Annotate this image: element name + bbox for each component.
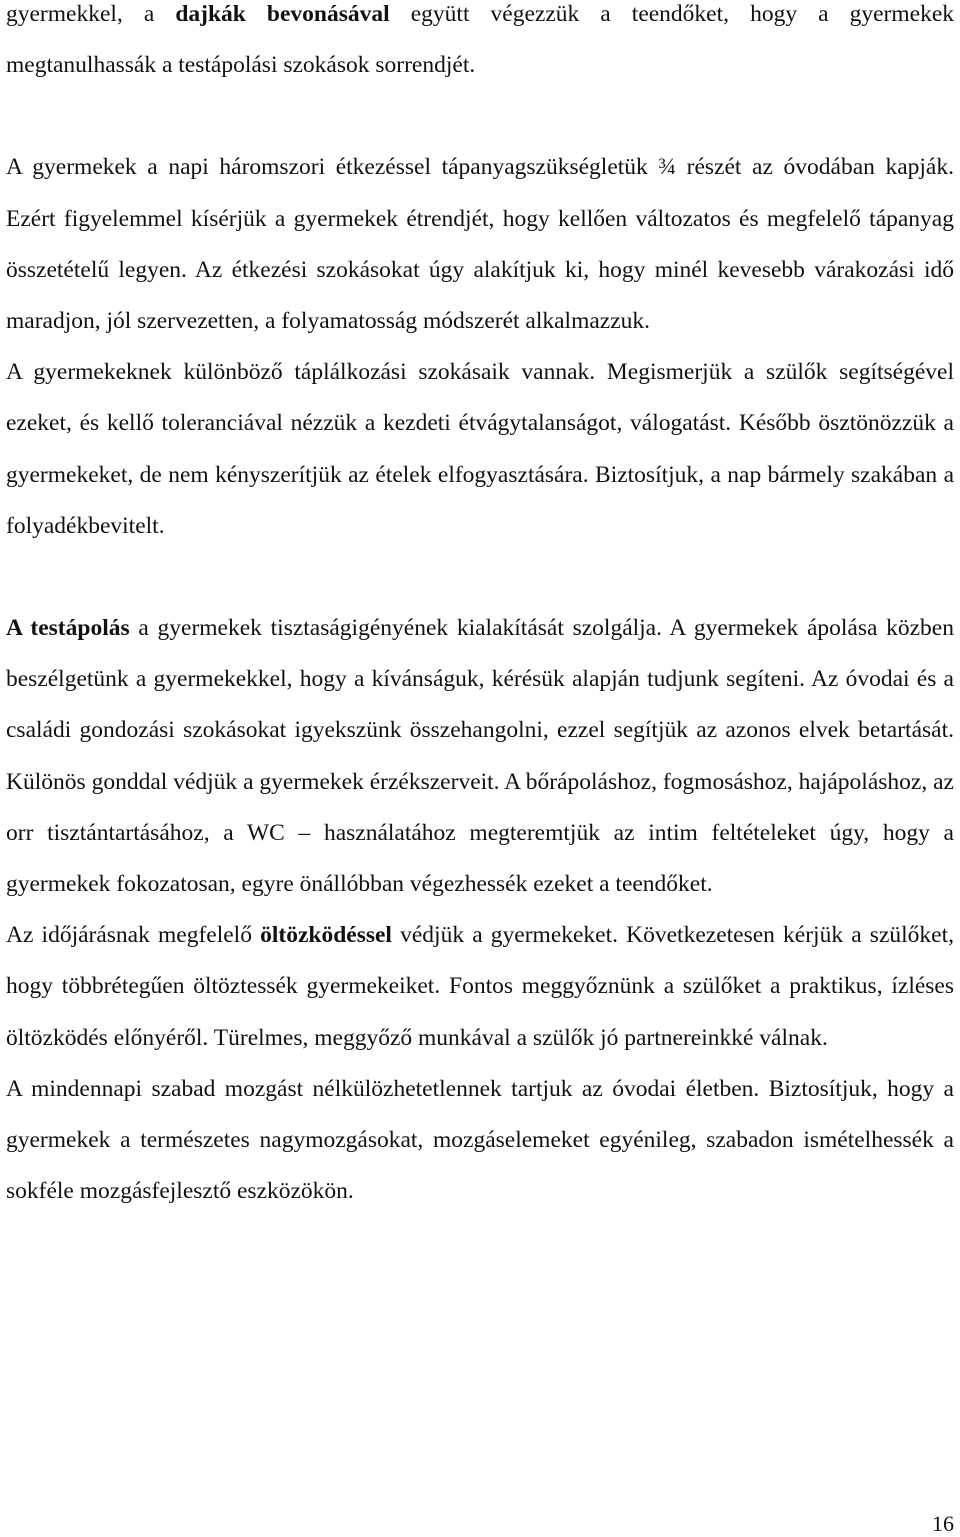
paragraph-p4 <box>6 603 954 910</box>
paragraph-p1 <box>6 0 954 91</box>
paragraph-p5 <box>6 910 954 1064</box>
text-run: A gyermekek a napi háromszori étkezéssel tápanyagszükségletük ¾ részét az óvodában kapják. Ezért figyelemmel kísérjük a gyermekek étrendjét, hogy kellően változatos és megfelelő tápanyag összetételű legyen. Az étkezési szokásokat úgy alakítjuk ki, hogy minél kevesebb várakozási idő maradjon, jól szervezetten, a folyamatosság módszerét alkalmazzuk. <box>6 154 954 335</box>
paragraph-p3 <box>6 347 954 552</box>
text-run: A gyermekeknek különböző táplálkozási szokásaik vannak. Megismerjük a szülők segítségével ezeket, és kellő toleranciával nézzük a kezdeti étvágytalanságot, válogatást. Később ösztönözzük a gyermekeket, de nem kényszerítjük az ételek elfogyasztására. Biztosítjuk, a nap bármely szakában a folyadékbevitelt. <box>6 359 954 539</box>
text-run: védjük a gyermekeket. Következetesen kérjük a szülőket, hogy többrétegűen öltöztessék gyermekeiket. Fontos meggyőznünk a szülőket a praktikus, ízléses öltözködés előnyéről. Türelmes, meggyőző munkával a szülők jó partnereinkké válnak. <box>6 922 954 1051</box>
document-body <box>6 0 954 1217</box>
text-run: gyermekkel, a <box>6 1 176 27</box>
text-run: A mindennapi szabad mozgást nélkülözhetetlennek tartjuk az óvodai életben. Biztosítjuk, hogy a gyermekek a természetes nagymozgásokat, mozgáselemeket egyénileg, szabadon ismételhessék a sokféle mozgásfejlesztő eszközökön. <box>6 1075 954 1205</box>
paragraph-gap <box>6 552 954 603</box>
text-run: a gyermekek tisztaságigényének kialakítását szolgálja. A gyermekek ápolása közben beszélgetünk a gyermekekkel, hogy a kívánságuk, kérésük alapján tudjunk segíteni. Az óvodai és a családi gondozási szokásokat igyekszünk összehangolni, ezzel segítjük az azonos elvek betartását. Különös gonddal védjük a gyermekek érzékszerveit. A bőrápoláshoz, fogmosáshoz, hajápoláshoz, az orr tisztántartásához, a WC – használatához megteremtjük az intim feltételeket úgy, hogy a gyermekek fokozatosan, egyre önállóbban végezhessék ezeket a teendőket. <box>6 615 954 898</box>
page-number: 16 <box>932 1511 954 1536</box>
paragraph-p2 <box>6 142 954 347</box>
paragraph-gap <box>6 91 954 142</box>
paragraph-p6 <box>6 1064 954 1218</box>
bold-term: A testápolás <box>6 615 130 642</box>
bold-term: dajkák bevonásával <box>175 1 390 27</box>
document-page <box>6 0 954 1217</box>
bold-term: öltözködéssel <box>260 922 392 949</box>
text-run: együtt végezzük a teendőket, hogy a gyermekek megtanulhassák a testápolási szokások sorrendjét. <box>6 1 955 79</box>
text-run: Az időjárásnak megfelelő <box>6 922 261 949</box>
